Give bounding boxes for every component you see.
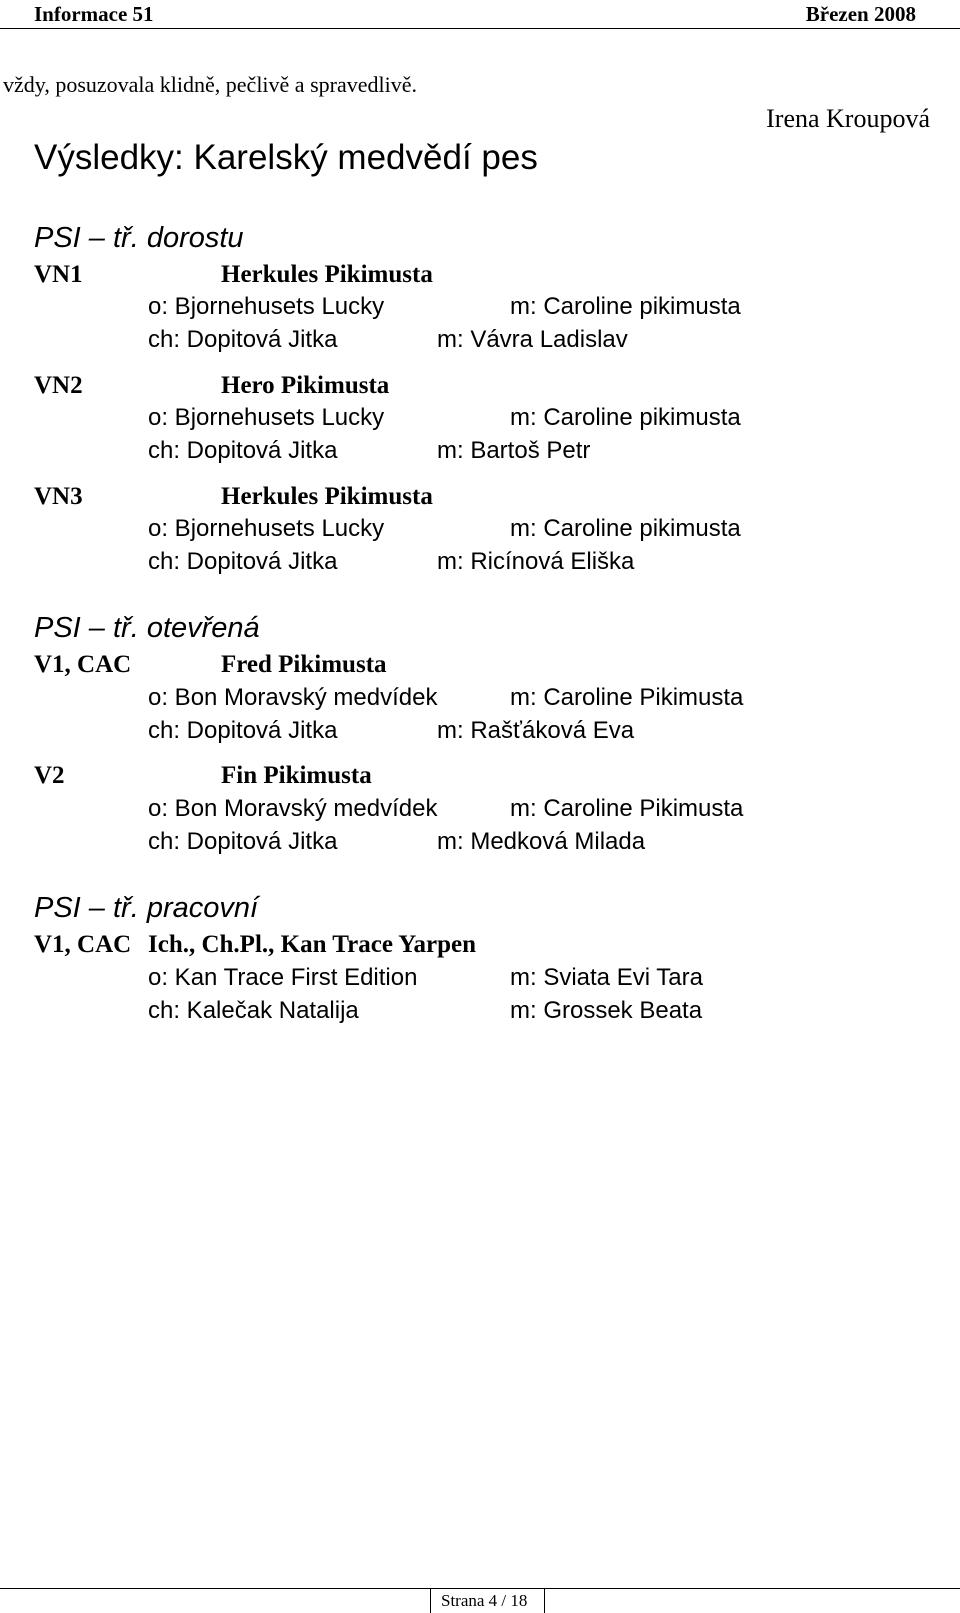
placing: VN1 [34, 261, 83, 288]
intro-text: vždy, posuzovala klidně, pečlivě a spravedlivě. [3, 72, 417, 97]
owner: m: Rašťáková Eva [437, 717, 635, 744]
dog-name: Herkules Pikimusta [221, 261, 433, 288]
dog-name: Hero Pikimusta [221, 372, 390, 399]
breeder: ch: Dopitová Jitka [148, 717, 338, 744]
breeder: ch: Dopitová Jitka [148, 326, 338, 353]
sire: o: Bon Moravský medvídek [148, 795, 438, 822]
placing: VN3 [34, 483, 83, 510]
sire: o: Bjornehusets Lucky [148, 404, 385, 431]
dog-name: Fred Pikimusta [221, 651, 387, 678]
sire: o: Bon Moravský medvídek [148, 684, 438, 711]
placing: VN2 [34, 372, 83, 399]
dog-name: Herkules Pikimusta [221, 483, 433, 510]
placing: V1, CAC [34, 931, 132, 958]
sire: o: Bjornehusets Lucky [148, 293, 385, 320]
dam: m: Sviata Evi Tara [510, 964, 703, 991]
page-number: Strana 4 / 18 [441, 1591, 528, 1610]
breeder: ch: Dopitová Jitka [148, 548, 338, 575]
owner: m: Ricínová Eliška [437, 548, 635, 575]
section-heading: PSI – tř. otevřená [34, 612, 260, 644]
sire: o: Kan Trace First Edition [148, 964, 418, 991]
author-name: Irena Kroupová [766, 104, 930, 133]
dam: m: Caroline Pikimusta [510, 795, 744, 822]
breeder: ch: Dopitová Jitka [148, 437, 338, 464]
owner: m: Bartoš Petr [437, 437, 591, 464]
placing: V2 [34, 762, 65, 789]
dam: m: Caroline pikimusta [510, 515, 741, 542]
sire: o: Bjornehusets Lucky [148, 515, 385, 542]
header-publication: Informace 51 [34, 2, 154, 26]
dam: m: Caroline pikimusta [510, 404, 741, 431]
section-heading: PSI – tř. pracovní [34, 892, 259, 924]
breeder: ch: Dopitová Jitka [148, 828, 338, 855]
page-title: Výsledky: Karelský medvědí pes [34, 138, 538, 177]
placing: V1, CAC [34, 651, 132, 678]
breeder: ch: Kalečak Natalija [148, 997, 359, 1024]
header-date: Březen 2008 [805, 2, 916, 26]
owner: m: Vávra Ladislav [437, 326, 628, 353]
owner: m: Grossek Beata [510, 997, 703, 1024]
dam: m: Caroline Pikimusta [510, 684, 744, 711]
section-heading: PSI – tř. dorostu [34, 222, 244, 254]
dog-name: Fin Pikimusta [221, 762, 372, 789]
owner: m: Medková Milada [437, 828, 646, 855]
dam: m: Caroline pikimusta [510, 293, 741, 320]
dog-name: Ich., Ch.Pl., Kan Trace Yarpen [148, 931, 477, 958]
header-divider [0, 28, 960, 29]
